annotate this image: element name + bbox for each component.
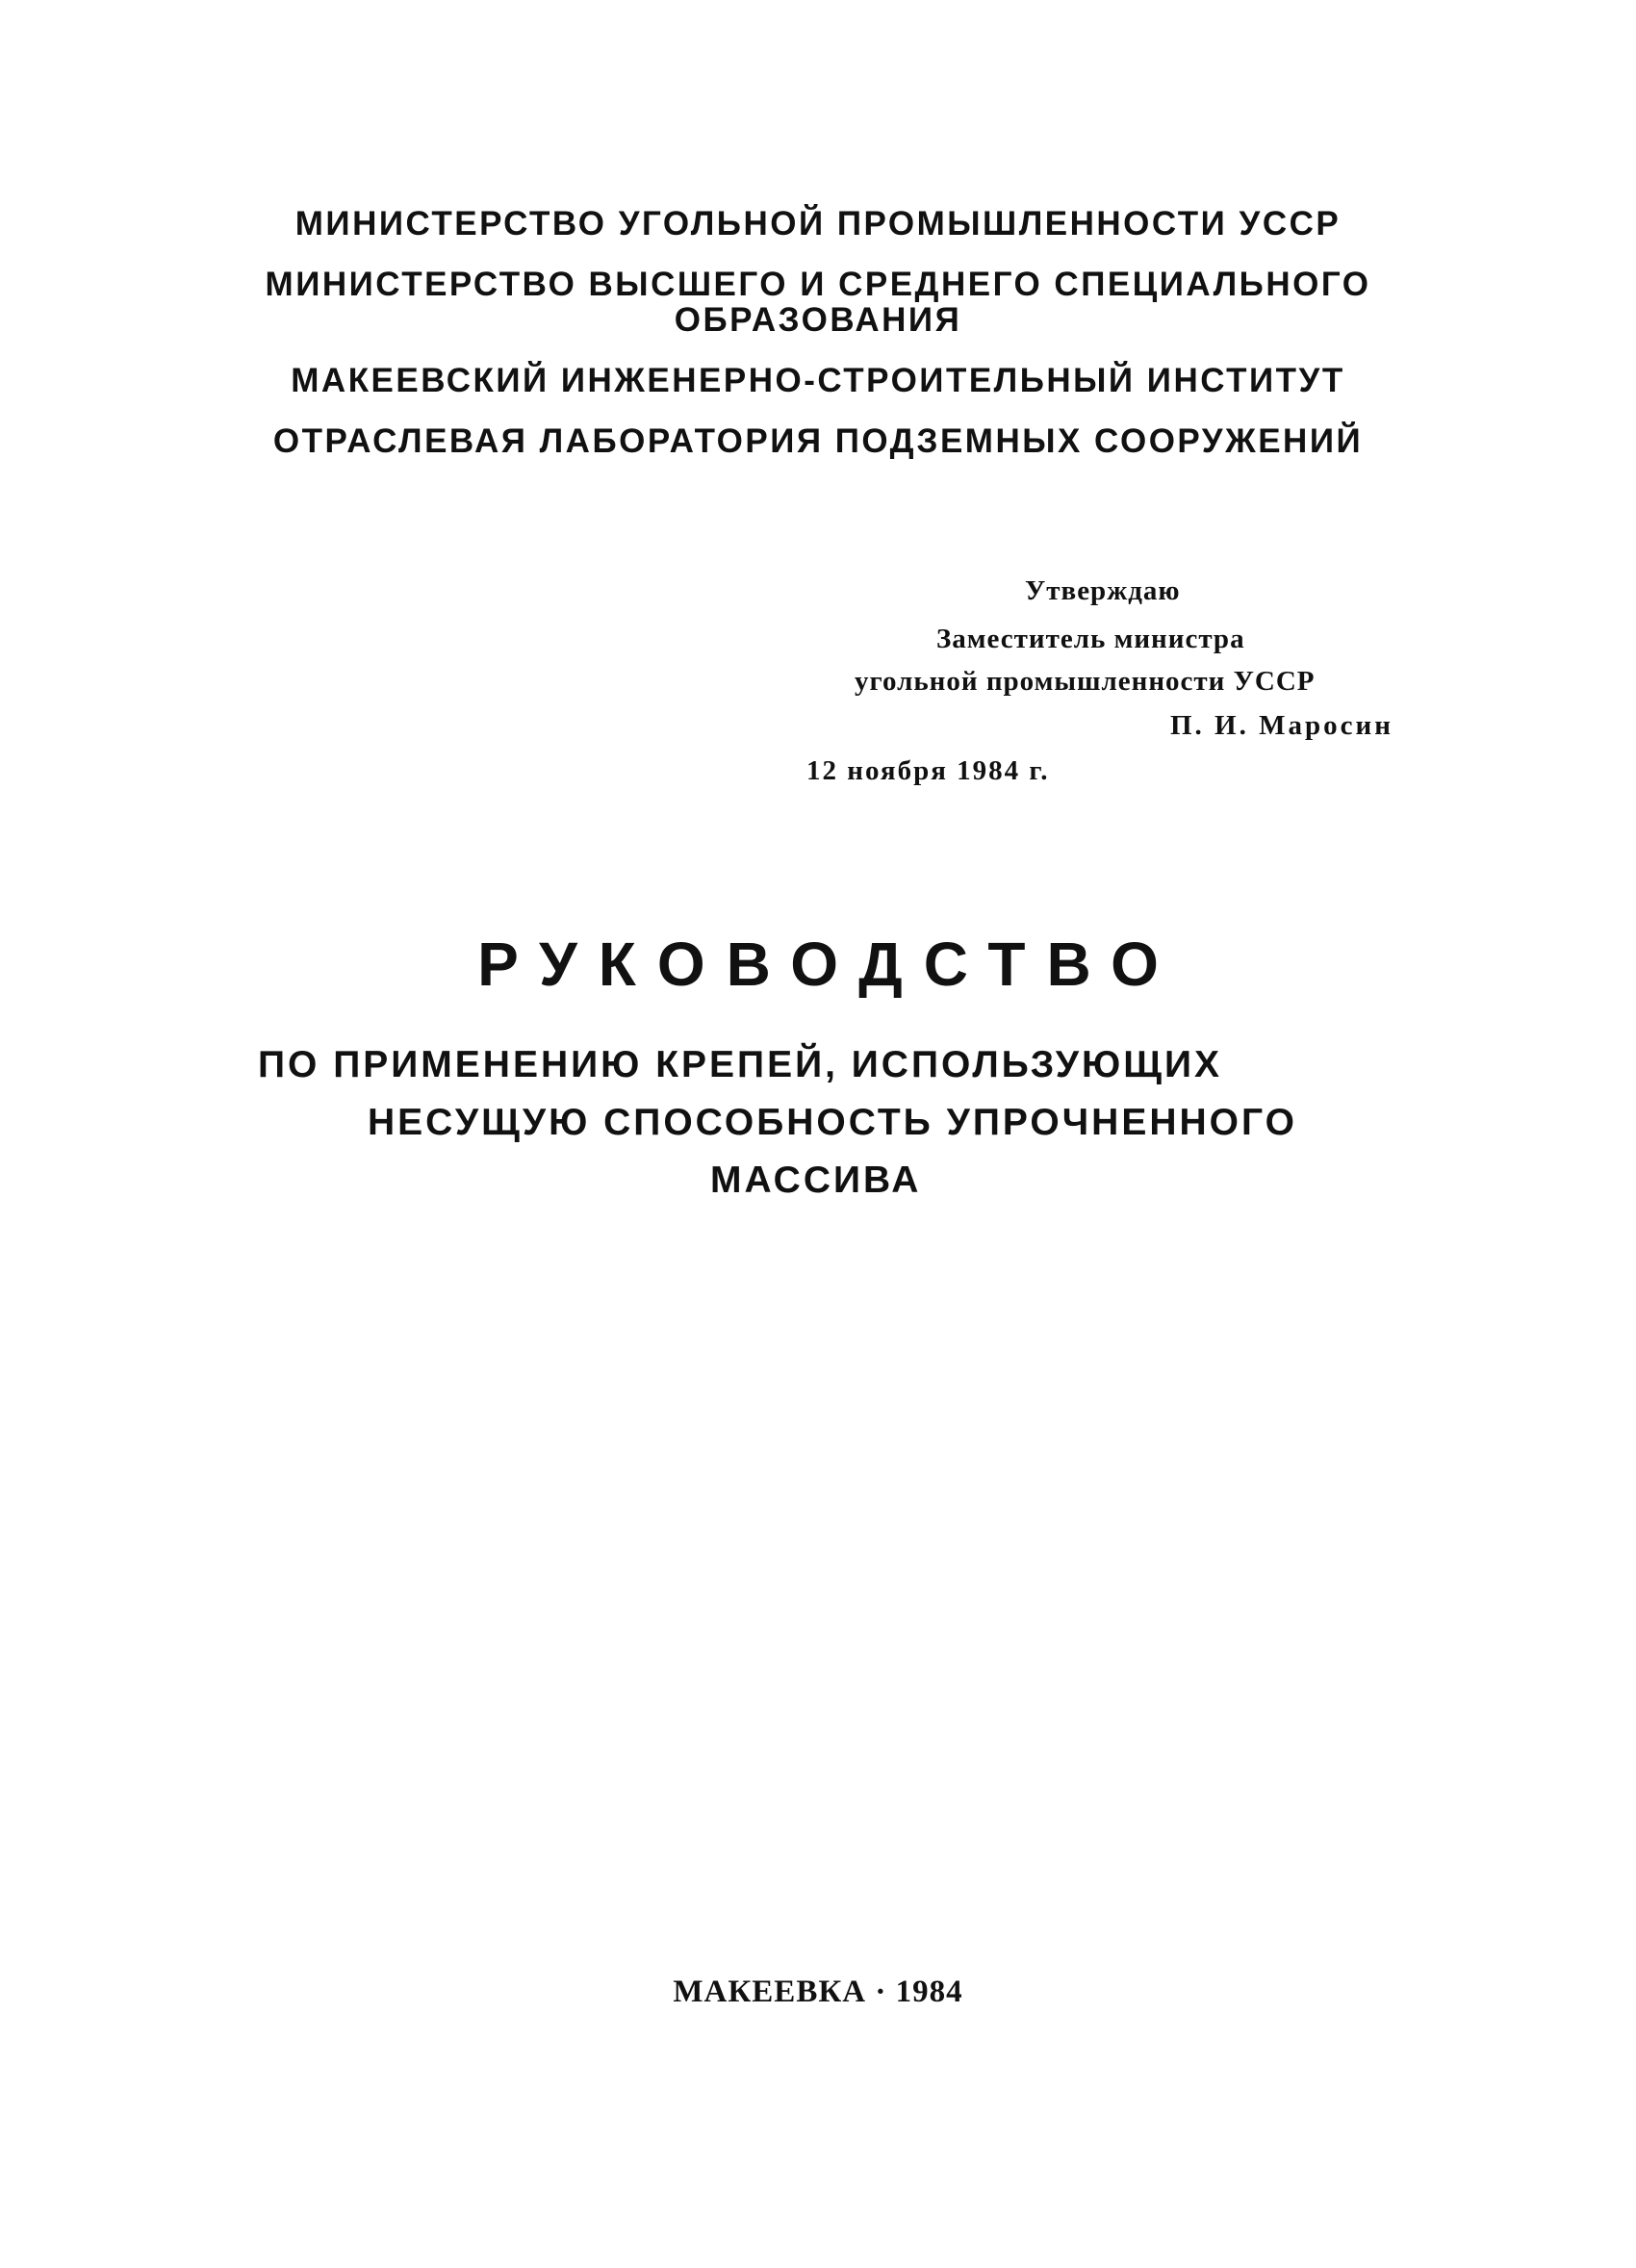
approval-signatory-name: П. И. Маросин [1170, 710, 1393, 741]
ministry-education-line1: МИНИСТЕРСТВО ВЫСШЕГО И СРЕДНЕГО СПЕЦИАЛЬНОГО [265, 266, 1371, 303]
approval-organization: угольной промышленности УССР [855, 666, 1316, 697]
subtitle-line2: НЕСУЩУЮ СПОСОБНОСТЬ УПРОЧНЕННОГО [368, 1102, 1297, 1143]
document-title: РУКОВОДСТВО [477, 930, 1180, 999]
subtitle-line3: МАССИВА [710, 1159, 922, 1201]
subtitle-line1: ПО ПРИМЕНЕНИЮ КРЕПЕЙ, ИСПОЛЬЗУЮЩИХ [258, 1044, 1223, 1085]
laboratory-name: ОТРАСЛЕВАЯ ЛАБОРАТОРИЯ ПОДЗЕМНЫХ СООРУЖЕНИЙ [272, 422, 1364, 460]
issuing-organizations [221, 207, 1415, 458]
approval-approve: Утверждаю [1025, 575, 1181, 606]
approval-position: Заместитель министра [936, 624, 1245, 654]
institute-name: МАКЕЕВСКИЙ ИНЖЕНЕРНО-СТРОИТЕЛЬНЫЙ ИНСТИТУТ [291, 362, 1345, 399]
ministry-coal-industry: МИНИСТЕРСТВО УГОЛЬНОЙ ПРОМЫШЛЕННОСТИ УССР [294, 205, 1342, 242]
ministry-education-line2: ОБРАЗОВАНИЯ [674, 301, 962, 339]
approval-date: 12 ноября 1984 г. [806, 755, 1050, 786]
publication-place-year: МАКЕЕВКА · 1984 [673, 1975, 963, 2009]
